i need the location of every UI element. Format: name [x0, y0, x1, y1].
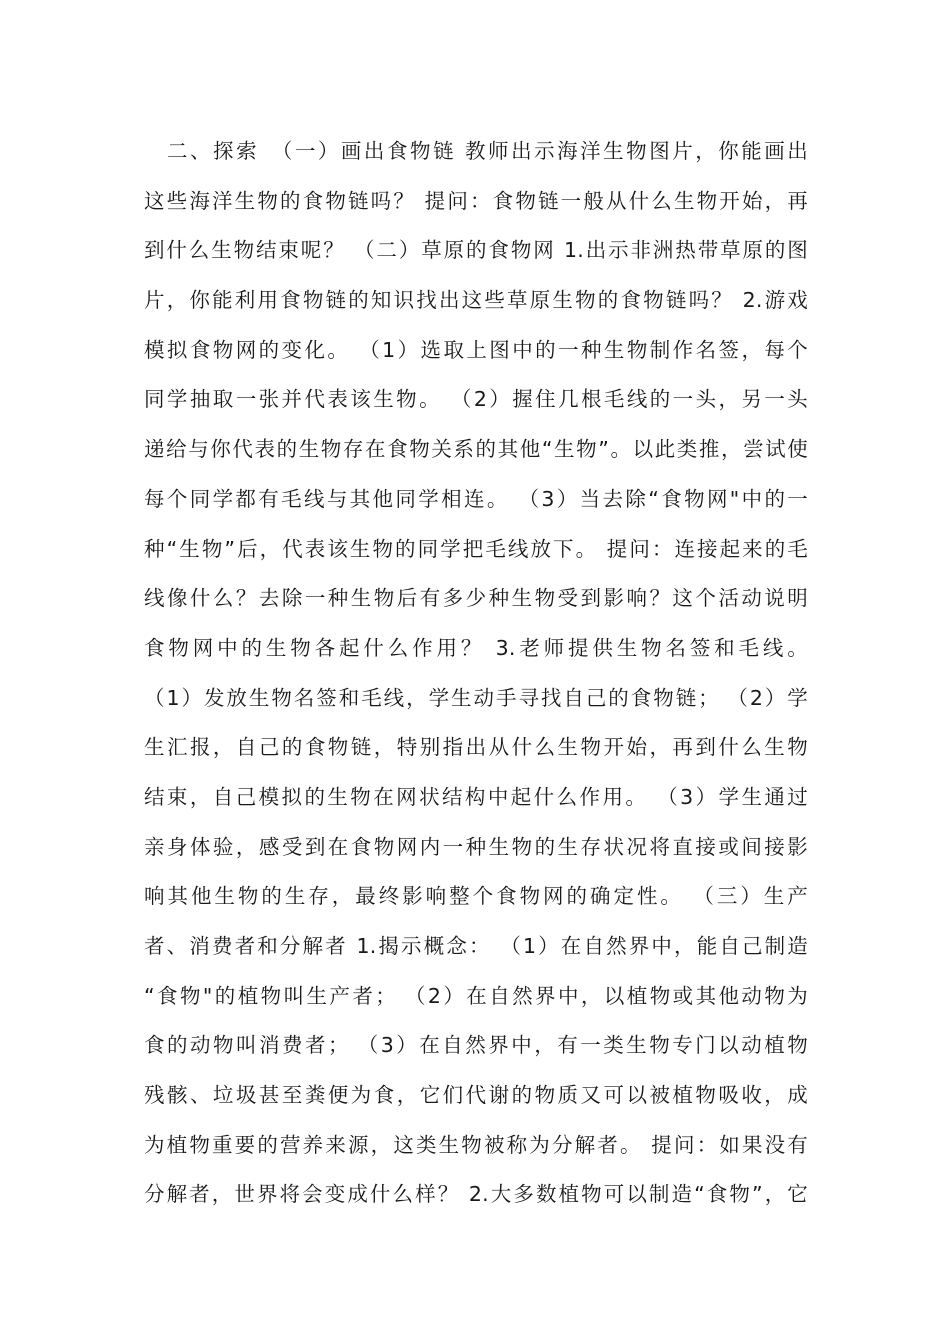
text-line: 亲身体验，感受到在食物网内一种生物的生存状况将直接或间接影: [144, 834, 808, 859]
text-line: 到什么生物结束呢？ （二）草原的食物网 1.出示非洲热带草原的图: [144, 238, 808, 263]
text-line: 同学抽取一张并代表该生物。 （2）握住几根毛线的一头，另一头: [144, 387, 808, 412]
body-text: [144, 127, 808, 1220]
text-line: 响其他生物的生存，最终影响整个食物网的确定性。 （三）生产: [144, 884, 808, 909]
text-line: 每个同学都有毛线与其他同学相连。 （3）当去除“食物网"中的一: [144, 486, 808, 511]
text-line: 残骸、垃圾甚至粪便为食，它们代谢的物质又可以被植物吸收，成: [144, 1083, 808, 1108]
text-line: 食的动物叫消费者； （3）在自然界中，有一类生物专门以动植物: [144, 1033, 808, 1058]
text-line: 分解者，世界将会变成什么样？ 2.大多数植物可以制造“食物”，它: [144, 1182, 808, 1207]
text-line: 为植物重要的营养来源，这类生物被称为分解者。 提问：如果没有: [144, 1132, 808, 1157]
text-line: 者、消费者和分解者 1.揭示概念： （1）在自然界中，能自己制造: [144, 934, 808, 958]
text-line: 种“生物”后，代表该生物的同学把毛线放下。 提问：连接起来的毛: [144, 536, 808, 561]
text-line: 生汇报，自己的食物链，特别指出从什么生物开始，再到什么生物: [144, 735, 808, 760]
text-line: 递给与你代表的生物存在食物关系的其他“生物”。以此类推，尝试使: [144, 437, 808, 462]
text-line: 模拟食物网的变化。 （1）选取上图中的一种生物制作名签，每个: [144, 337, 808, 362]
text-line: 食物网中的生物各起什么作用？ 3.老师提供生物名签和毛线。: [144, 635, 808, 660]
text-line: 线像什么？去除一种生物后有多少种生物受到影响？这个活动说明: [144, 586, 808, 611]
text-line: 结束，自己模拟的生物在网状结构中起什么作用。 （3）学生通过: [144, 784, 808, 809]
text-line: 片，你能利用食物链的知识找出这些草原生物的食物链吗？ 2.游戏: [144, 288, 808, 313]
text-line: 二、探索 （一）画出食物链 教师出示海洋生物图片，你能画出: [144, 139, 808, 163]
text-line: 这些海洋生物的食物链吗？ 提问：食物链一般从什么生物开始，再: [144, 188, 808, 213]
text-line: “食物"的植物叫生产者； （2）在自然界中，以植物或其他动物为: [144, 983, 808, 1008]
text-line: （1）发放生物名签和毛线，学生动手寻找自己的食物链； （2）学: [144, 685, 808, 710]
